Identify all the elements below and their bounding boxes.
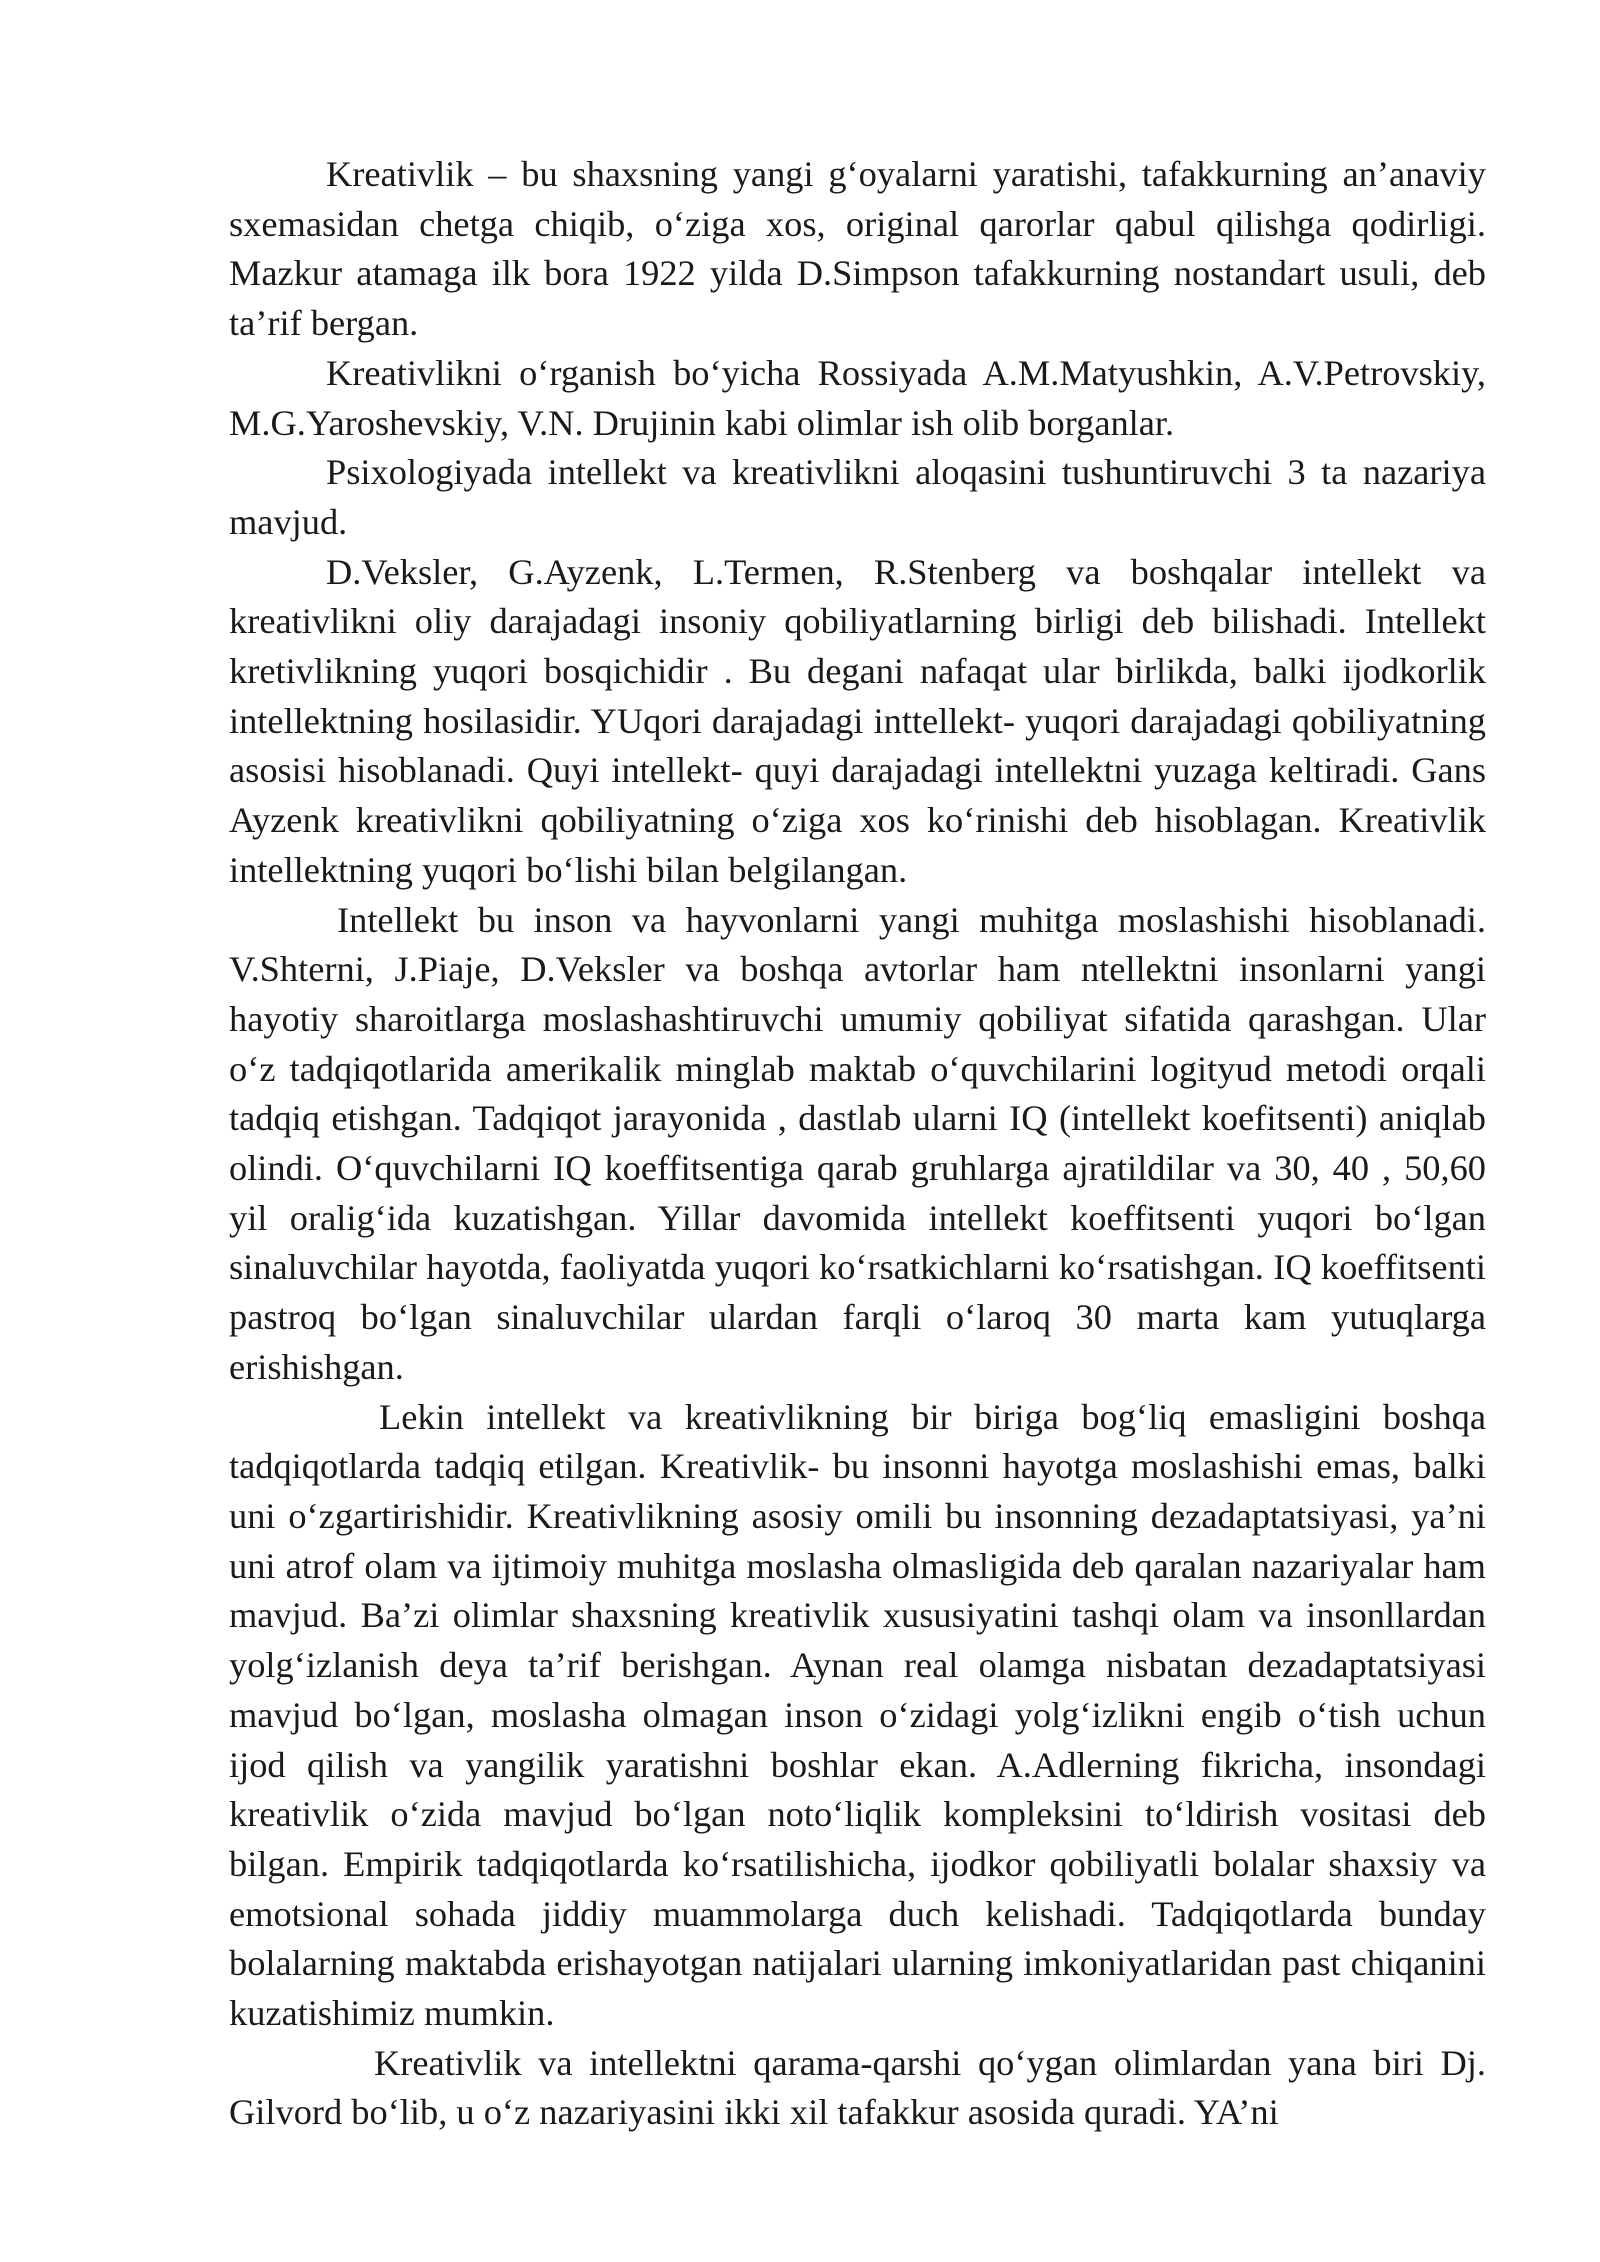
paragraph-unity-theory: D.Veksler, G.Ayzenk, L.Termen, R.Stenberg va boshqalar intellekt va kreativlikni oliy darajadagi insoniy qobiliyatlarning birligi deb bilishadi. Intellekt kretivlikning yuqori bosqichidir . Bu degani nafaqat ular birlikda, balki ijodkorlik intellektning hosilasidir. YUqori darajadagi inttellekt- yuqori darajadagi qobiliyatning asosisi hisoblanadi. Quyi intellekt- quyi darajadagi intellektni yuzaga keltiradi. Gans Ayzenk kreativlikni qobiliyatning o‘ziga xos ko‘rinishi deb hisoblagan. Kreativlik intellektning yuqori bo‘lishi bilan belgilangan.	[229, 551, 1486, 890]
paragraph-three-theories: Psixologiyada intellekt va kreativlikni aloqasini tushuntiruvchi 3 ta nazariya mavjud.	[229, 452, 1486, 542]
paragraph-intellect-adaptation: Intellekt bu inson va hayvonlarni yangi muhitga moslashishi hisoblanadi. V.Shterni, J.Piaje, D.Veksler va boshqa avtorlar ham ntellektni insonlarni yangi hayotiy sharoitlarga moslashashtiruvchi umumiy qobiliyat sifatida qarashgan. Ular o‘z tadqiqotlarida amerikalik minglab maktab o‘quvchilarini logityud metodi orqali tadqiq etishgan. Tadqiqot jarayonida , dastlab ularni IQ (intellekt koefitsenti) aniqlab olindi. O‘quvchilarni IQ koeffitsentiga qarab gruhlarga ajratildilar va 30, 40 , 50,60 yil oralig‘ida kuzatishgan. Yillar davomida intellekt koeffitsenti yuqori bo‘lgan sinaluvchilar hayotda, faoliyatda yuqori ko‘rsatkichlarni ko‘rsatishgan. IQ koeffitsenti pastroq bo‘lgan sinaluvchilar ulardan farqli o‘laroq 30 marta kam yutuqlarga erishishgan.	[229, 899, 1486, 1387]
paragraph-independence-theory: Lekin intellekt va kreativlikning bir biriga bog‘liq emasligini boshqa tadqiqotlarda tadqiq etilgan. Kreativlik- bu insonni hayotga moslashishi emas, balki uni o‘zgartirishidir. Kreativlikning asosiy omili bu insonning dezadaptatsiyasi, ya’ni uni atrof olam va ijtimoiy muhitga moslasha olmasligida deb qaralan nazariyalar ham mavjud. Ba’zi olimlar shaxsning kreativlik xususiyatini tashqi olam va insonllardan yolg‘izlanish deya ta’rif berishgan. Aynan real olamga nisbatan dezadaptatsiyasi mavjud bo‘lgan, moslasha olmagan inson o‘zidagi yolg‘izlikni engib o‘tish uchun ijod qilish va yangilik yaratishni boshlar ekan. A.Adlerning fikricha, insondagi kreativlik o‘zida mavjud bo‘lgan noto‘liqlik kompleksini to‘ldirish vositasi deb bilgan. Empirik tadqiqotlarda ko‘rsatilishicha, ijodkor qobiliyatli bolalar shaxsiy va emotsional sohada jiddiy muammolarga duch kelishadi. Tadqiqotlarda bunday bolalarning maktabda erishayotgan natijalari ularning imkoniyatlaridan past chiqanini kuzatishimiz mumkin.	[229, 1396, 1486, 2034]
paragraph-russian-researchers: Kreativlikni o‘rganish bo‘yicha Rossiyada A.M.Matyushkin, A.V.Petrovskiy, M.G.Yaroshevskiy, V.N. Drujinin kabi olimlar ish olib borganlar.	[229, 352, 1486, 443]
document-page	[229, 150, 1486, 2138]
paragraph-guilford: Kreativlik va intellektni qarama-qarshi qo‘ygan olimlardan yana biri Dj. Gilvord bo‘lib, u o‘z nazariyasini ikki xil tafakkur asosida quradi. YA’ni	[229, 2042, 1486, 2133]
paragraph-kreativlik-definition: Kreativlik – bu shaxsning yangi g‘oyalarni yaratishi, tafakkurning an’anaviy sxemasidan chetga chiqib, o‘ziga xos, original qarorlar qabul qilishga qodirligi. Mazkur atamaga ilk bora 1922 yilda D.Simpson tafakkurning nostandart usuli, deb ta’rif bergan.	[229, 154, 1486, 344]
